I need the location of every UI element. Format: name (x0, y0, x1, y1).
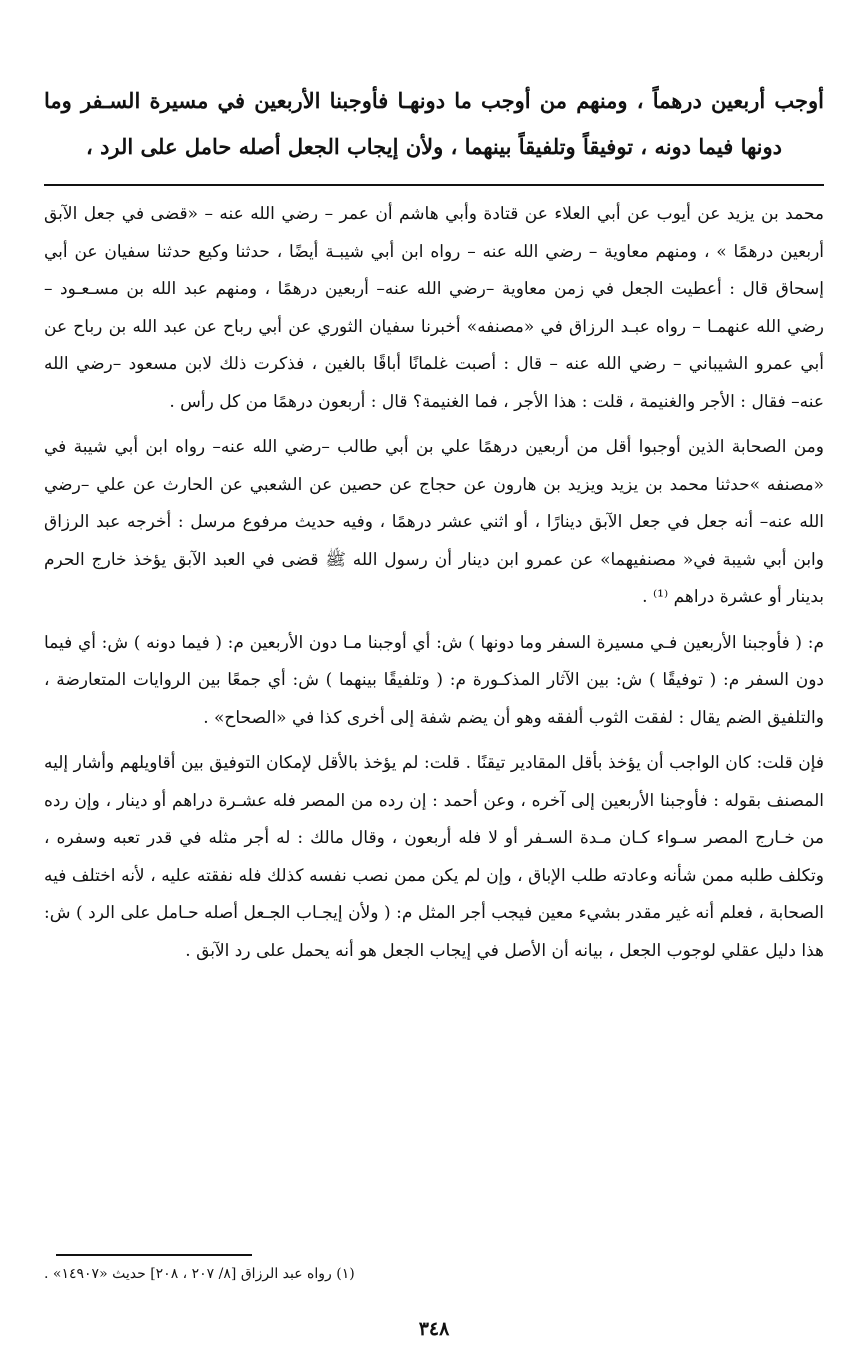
sharh-paragraph-4: فإن قلت: كان الواجب أن يؤخذ بأقل المقادير تيقنًا . قلت: لم يؤخذ بالأقل لإمكان التوفيق بين أقاويلهم وأشار إليه المصنف بقوله : فأوجبنا الأربعين إلى آخره ، وعن أحمد : إن رده من المصر فله عشـرة دراهم أو دينار ، وإن رده من خـارج المصر سـواء كـان مـدة السـفر أو لا فله أربعون ، وقال مالك : له أجر مثله في قدر تعبه وسفره ، وتكلف طلبه ممن شأنه وعادته طلب الإباق ، وإن لم يكن ممن نصب نفسه كذلك فله نفقته عليه ، لأنه اختلف فيه الصحابة ، فعلم أنه غير مقدر بشيء معين فيجب أجر المثل م: ( ولأن إيجـاب الجـعل أصله حـامل على الرد ) ش: هذا دليل عقلي لوجوب الجعل ، بيانه أن الأصل في إيجاب الجعل هو أنه يحمل على رد الآبق . (44, 753, 824, 961)
page-number: ٣٤٨ (418, 1318, 450, 1340)
sharh-paragraph-2: ومن الصحابة الذين أوجبوا أقل من أربعين درهمًا علي بن أبي طالب –رضي الله عنه– رواه ابن أبي شيبة في «مصنفه »حدثنا محمد بن يزيد ويزيد بن هارون عن حجاج عن حصين عن الشعبي عن الحارث عن علي –رضي الله عنه– أنه جعل في جعل الآبق دينارًا ، أو اثني عشر درهمًا ، وفيه حديث مرفوع مرسل : أخرجه عبد الرزاق وابن أبي شيبة في« مصنفيهما» عن عمرو ابن دينار أن رسول الله ﷺ قضى في العبد الآبق يؤخذ خارج الحرم بدينار أو عشرة دراهم ⁽¹⁾ . (44, 437, 824, 607)
footnote (44, 1262, 824, 1286)
footnote-text: (١) رواه عبد الرزاق [٨/ ٢٠٧ ، ٢٠٨] حديث «١٤٩٠٧» . (44, 1266, 355, 1282)
footnote-separator-rule (56, 1254, 252, 1256)
matn-separator-rule (44, 184, 824, 186)
sharh-paragraph-1: محمد بن يزيد عن أيوب عن أبي العلاء عن قتادة وأبي هاشم أن عمر – رضي الله عنه – «قضى في جعل الآبق أربعين درهمًا » ، ومنهم معاوية – رضي الله عنه – رواه ابن أبي شيبـة أيضًا ، حدثنا وكيع حدثنا سفيان عن أبي إسحاق قال : أعطيت الجعل في زمن معاوية –رضي الله عنه– أربعين درهمًا ، ومنهم عبد الله بن مسـعـود – رضي الله عنهمـا – رواه عبـد الرزاق في «مصنفه» أخبرنا سفيان الثوري عن أبي رباح عن عبد الله بن رباح عن أبي عمرو الشيباني – رضي الله عنه – قال : أصبت غلمانًا أباقًا بالغين ، فذكرت ذلك لابن مسعود –رضي الله عنه– فقال : الأجر والغنيمة ، قلت : هذا الأجر ، فما الغنيمة؟ قال : أربعون درهمًا من كل رأس . (44, 204, 824, 412)
sharh-text-block (44, 196, 824, 978)
matn-paragraph: أوجب أربعين درهماً ، ومنهم من أوجب ما دونهـا فأوجبنا الأربعين في مسيرة السـفر وما دونها فيما دونه ، توفيقاً وتلفيقاً بينهما ، ولأن إيجاب الجعل أصله حامل على الرد ، (44, 88, 824, 159)
matn-text-block (44, 78, 824, 170)
sharh-paragraph-3: م: ( فأوجبنا الأربعين فـي مسيرة السفر وما دونها ) ش: أي أوجبنا مـا دون الأربعين م: ( فيما دونه ) ش: أي فيما دون السفر م: ( توفيقًا ) ش: بين الآثار المذكـورة م: ( وتلفيقًا بينهما ) ش: أي جمعًا بين الروايات المتعارضة ، والتلفيق الضم يقال : لفقت الثوب ألفقه وهو أن يضم شفة إلى أخرى كذا في «الصحاح» . (44, 632, 824, 728)
